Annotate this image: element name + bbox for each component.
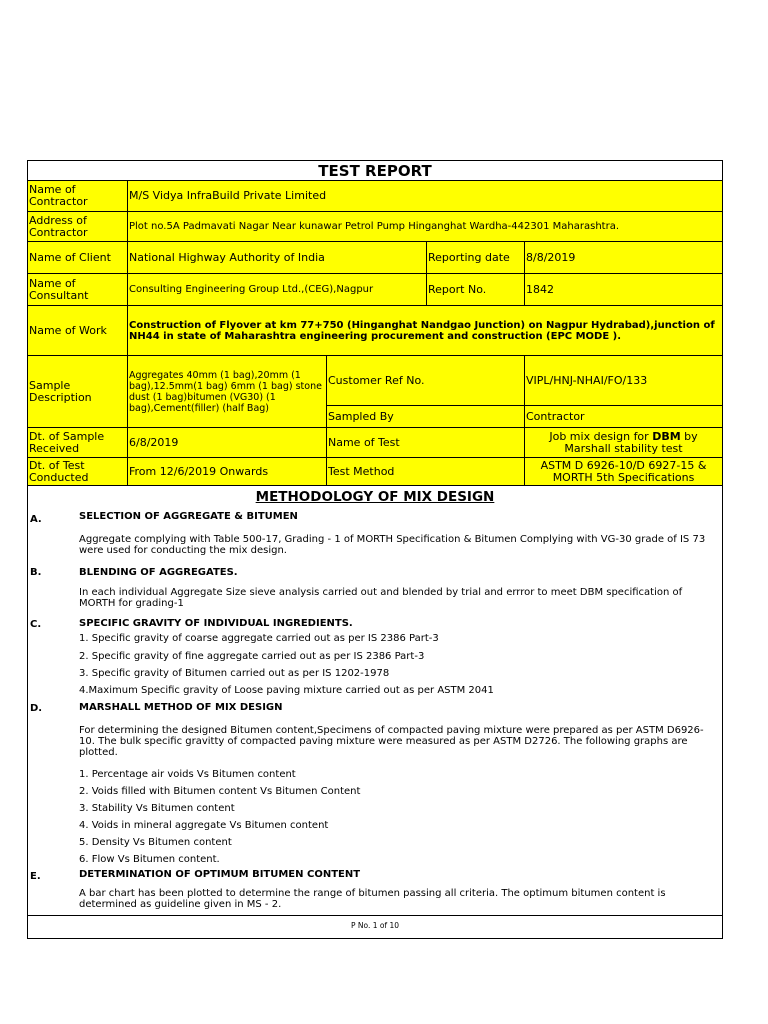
work-label: Name of Work xyxy=(28,306,128,356)
report-no-label: Report No. xyxy=(427,274,525,306)
test-method-label: Test Method xyxy=(327,458,525,486)
customer-ref-value: VIPL/HNJ-NHAI/FO/133 xyxy=(525,356,722,406)
methodology-title: METHODOLOGY OF MIX DESIGN xyxy=(255,489,495,505)
section-c-heading: SPECIFIC GRAVITY OF INDIVIDUAL INGREDIENTS. xyxy=(79,618,353,629)
section-d-heading: MARSHALL METHOD OF MIX DESIGN xyxy=(79,702,283,713)
sampled-by-label: Sampled By xyxy=(327,406,525,428)
section-d-item: 3. Stability Vs Bitumen content xyxy=(79,803,235,814)
sampled-by-value: Contractor xyxy=(525,406,722,428)
sample-label: Sample Description xyxy=(28,356,128,428)
section-d-item: 1. Percentage air voids Vs Bitumen content xyxy=(79,769,296,780)
sample-value: Aggregates 40mm (1 bag),20mm (1 bag),12.5mm(1 bag) 6mm (1 bag) stone dust (1 bag)bitumen (VG30) (1 bag),Cement(filler) (half Bag) xyxy=(128,356,327,428)
report-title: TEST REPORT xyxy=(28,161,722,181)
section-c-item: 1. Specific gravity of coarse aggregate carried out as per IS 2386 Part-3 xyxy=(79,633,439,644)
contractor-label: Name of Contractor xyxy=(28,181,128,212)
footer-divider xyxy=(28,915,722,916)
consultant-label: Name of Consultant xyxy=(28,274,128,306)
client-value: National Highway Authority of India xyxy=(128,242,427,274)
section-e-heading: DETERMINATION OF OPTIMUM BITUMEN CONTENT xyxy=(79,869,361,880)
dt-test-value: From 12/6/2019 Onwards xyxy=(128,458,327,486)
test-report-page xyxy=(27,160,723,939)
section-e-letter: E. xyxy=(30,871,41,882)
dt-sample-value: 6/8/2019 xyxy=(128,428,327,458)
section-c-item: 4.Maximum Specific gravity of Loose paving mixture carried out as per ASTM 2041 xyxy=(79,685,494,696)
section-b-text: In each individual Aggregate Size sieve analysis carried out and blended by trial and errror to meet DBM specification of MORTH for grading-1 xyxy=(79,587,683,609)
section-d-item: 6. Flow Vs Bitumen content. xyxy=(79,854,220,865)
client-label: Name of Client xyxy=(28,242,128,274)
customer-ref-label: Customer Ref No. xyxy=(327,356,525,406)
section-d-letter: D. xyxy=(30,703,43,714)
reporting-date-label: Reporting date xyxy=(427,242,525,274)
name-test-label: Name of Test xyxy=(327,428,525,458)
dt-sample-label: Dt. of Sample Received xyxy=(28,428,128,458)
consultant-value: Consulting Engineering Group Ltd.,(CEG),Nagpur xyxy=(128,274,427,306)
address-value: Plot no.5A Padmavati Nagar Near kunawar Petrol Pump Hinganghat Wardha-442301 Maharashtra. xyxy=(128,212,722,242)
section-c-item: 3. Specific gravity of Bitumen carried out as per IS 1202-1978 xyxy=(79,668,390,679)
section-b-heading: BLENDING OF AGGREGATES. xyxy=(79,567,238,578)
test-method-value: ASTM D 6926-10/D 6927-15 & MORTH 5th Specifications xyxy=(525,458,722,486)
section-a-heading: SELECTION OF AGGREGATE & BITUMEN xyxy=(79,511,298,522)
contractor-value: M/S Vidya InfraBuild Private Limited xyxy=(128,181,722,212)
name-test-value: Job mix design for DBM by Marshall stability test xyxy=(525,428,722,458)
dt-test-label: Dt. of Test Conducted xyxy=(28,458,128,486)
work-value: Construction of Flyover at km 77+750 (Hinganghat Nandgao Junction) on Nagpur Hydrabad),junction of NH44 in state of Maharashtra engineering procurement and construction (EPC MODE ). xyxy=(128,306,722,356)
section-a-text: Aggregate complying with Table 500-17, Grading - 1 of MORTH Specification & Bitumen Complying with VG-30 grade of IS 73 were used for conducting the mix design. xyxy=(79,534,706,556)
section-b-letter: B. xyxy=(30,567,42,578)
section-a-letter: A. xyxy=(30,514,42,525)
section-d-item: 2. Voids filled with Bitumen content Vs Bitumen Content xyxy=(79,786,361,797)
section-e-text: A bar chart has been plotted to determine the range of bitumen passing all criteria. The optimum bitumen content is determined as guideline given in MS - 2. xyxy=(79,888,666,910)
address-label: Address of Contractor xyxy=(28,212,128,242)
section-c-item: 2. Specific gravity of fine aggregate carried out as per IS 2386 Part-3 xyxy=(79,651,425,662)
page-number: P No. 1 of 10 xyxy=(350,921,400,930)
reporting-date-value: 8/8/2019 xyxy=(525,242,722,274)
report-no-value: 1842 xyxy=(525,274,722,306)
section-d-item: 5. Density Vs Bitumen content xyxy=(79,837,232,848)
section-c-letter: C. xyxy=(30,619,42,630)
section-d-item: 4. Voids in mineral aggregate Vs Bitumen content xyxy=(79,820,329,831)
section-d-text: For determining the designed Bitumen content,Specimens of compacted paving mixture were prepared as per ASTM D6926-10. The bulk specific gravitty of compacted paving mixture were measured as per ASTM D2726. The following graphs are plotted. xyxy=(79,725,704,758)
